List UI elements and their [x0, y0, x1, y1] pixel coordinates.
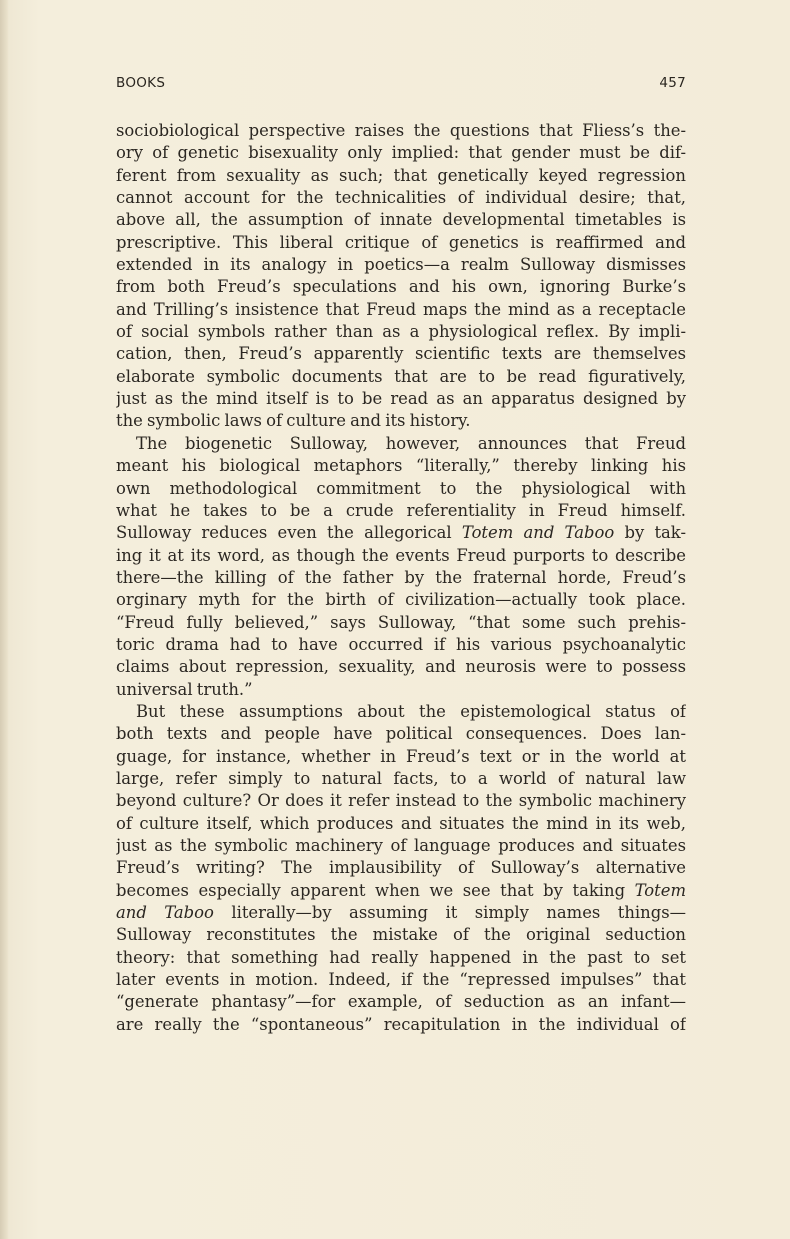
text-line: orginary myth for the birth of civilization—actually took place. — [116, 590, 686, 610]
text-line — [116, 522, 686, 544]
page-gutter-edge — [0, 0, 8, 1239]
text-line: there—the killing of the father by the fraternal horde, Freud’s — [116, 567, 686, 587]
italic-title: Totem and Taboo — [461, 523, 615, 543]
text-line: toric drama had to have occurred if his various psychoanalytic — [116, 634, 686, 654]
text-line: beyond culture? Or does it refer instead to the symbolic machinery — [116, 791, 686, 811]
page-number: 457 — [659, 75, 686, 91]
text-line: ing it at its word, as though the events Freud purports to describe — [116, 545, 686, 565]
text-line: guage, for instance, whether in Freud’s text or in the world at — [116, 746, 686, 766]
text-line: Sulloway reconstitutes the mistake of the original seduction — [116, 925, 686, 945]
text-line: just as the symbolic machinery of language produces and situates — [116, 836, 686, 855]
text-line: and Trilling’s insistence that Freud maps the mind as a receptacle — [116, 299, 686, 319]
text-line: large, refer simply to natural facts, to a world of natural law — [116, 768, 686, 788]
text-line: are really the “spontaneous” recapitulation in the individual of — [116, 1014, 686, 1034]
body-text — [116, 120, 686, 1036]
text-line: meant his biological metaphors “literally,” thereby linking his — [116, 456, 686, 476]
text-line: just as the mind itself is to be read as an apparatus designed by — [116, 389, 686, 409]
text-line: prescriptive. This liberal critique of genetics is reaffirmed and — [116, 232, 686, 252]
running-head — [116, 75, 686, 95]
text-line: above all, the assumption of innate developmental timetables is — [116, 210, 686, 230]
text-line: cannot account for the technicalities of individual desire; that, — [116, 188, 686, 208]
text-line: The biogenetic Sulloway, however, announces that Freud — [136, 433, 686, 453]
text-line: both texts and people have political consequences. Does lan- — [116, 724, 686, 744]
text-line — [116, 880, 686, 902]
text-line: “Freud fully believed,” says Sulloway, “that some such prehis- — [116, 612, 686, 632]
text-line: ory of genetic bisexuality only implied: that gender must be dif- — [116, 143, 686, 163]
text-line: extended in its analogy in poetics—a realm Sulloway dismisses — [116, 255, 686, 275]
text-run: literally—by assuming it simply names things— — [213, 903, 686, 923]
text-line: ferent from sexuality as such; that genetically keyed regression — [116, 165, 686, 185]
text-line — [116, 902, 686, 924]
text-line: of culture itself, which produces and situates the mind in its web, — [116, 813, 686, 833]
text-line: Freud’s writing? The implausibility of Sulloway’s alternative — [116, 858, 686, 878]
italic-title: and Taboo — [116, 903, 214, 923]
text-line: what he takes to be a crude referentiality in Freud himself. — [116, 500, 686, 520]
text-line: “generate phantasy”—for example, of seduction as an infant— — [116, 992, 686, 1012]
section-title: BOOKS — [116, 75, 166, 91]
text-line: of social symbols rather than as a physiological reflex. By impli- — [116, 322, 686, 342]
text-line: the symbolic laws of culture and its history. — [116, 411, 471, 431]
text-line: elaborate symbolic documents that are to be read figuratively, — [116, 366, 686, 386]
italic-title: Totem — [634, 880, 686, 900]
text-line: universal truth.” — [116, 679, 253, 699]
text-line: from both Freud’s speculations and his own, ignoring Burke’s — [116, 277, 686, 297]
text-line: But these assumptions about the epistemological status of — [136, 701, 686, 721]
text-line: claims about repression, sexuality, and neurosis were to possess — [116, 657, 686, 677]
text-run: by tak- — [614, 523, 686, 543]
text-line: own methodological commitment to the physiological with — [116, 478, 686, 498]
text-line: later events in motion. Indeed, if the “repressed impulses” that — [116, 970, 686, 990]
text-run: Sulloway reduces even the allegorical — [116, 523, 462, 543]
text-line: cation, then, Freud’s apparently scientific texts are themselves — [116, 344, 686, 364]
text-line: sociobiological perspective raises the questions that Fliess’s the- — [116, 121, 686, 140]
text-run: becomes especially apparent when we see that by taking — [116, 880, 635, 900]
text-line: theory: that something had really happened in the past to set — [116, 947, 686, 967]
